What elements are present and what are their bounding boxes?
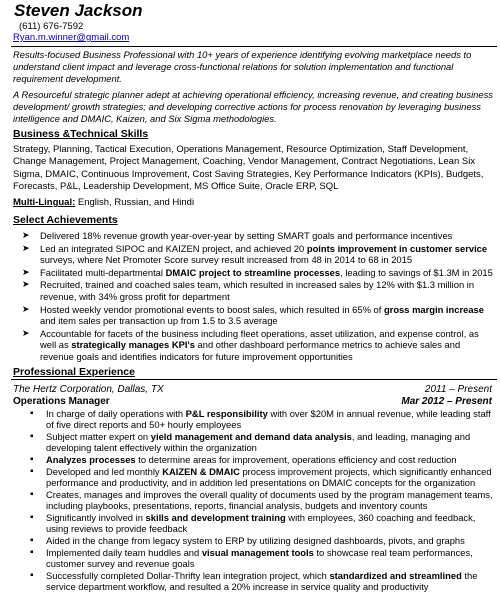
header-divider [11, 46, 497, 47]
square-bullet-icon: ▪ [30, 570, 34, 581]
duties-list [30, 408, 496, 593]
duty-item: ▪ Creates, manages and improves the overall quality of documents used by the program management teams, including playbooks, presentations, reports, financial analysis, budgets and inventory counts [30, 489, 493, 511]
square-bullet-icon: ▪ [30, 431, 34, 442]
achievement-item: ➤ Recruited, trained and coached sales team, which resulted in increased sales by 12% with $1.3 million in revenue, with 34% gross profit for department [22, 279, 475, 302]
multilingual-line [13, 197, 497, 209]
skills-heading: Business &Technical Skills [13, 128, 149, 140]
achievement-item: ➤ Led an integrated SIPOC and KAIZEN project, and achieved 20 points improvement in customer service surveys, where Net Promoter Score survey result increased from 48 in 2014 to 68 in 2015 [22, 242, 488, 266]
achievements-heading: Select Achievements [13, 214, 118, 226]
square-bullet-icon: ▪ [30, 489, 34, 500]
duty-item: ▪ Analyzes processes to determine areas for improvement, operations efficiency and cost reduction [30, 454, 457, 465]
duty-item: ▪ In charge of daily operations with P&L responsibility with over $20M in annual revenue, while leading staff of five direct reports and 50+ hourly employees [30, 408, 491, 430]
square-bullet-icon: ▪ [30, 535, 34, 546]
job-dates: Mar 2012 – Present [401, 396, 492, 407]
arrow-bullet-icon: ➤ [22, 242, 30, 253]
phone-number: (611) 676-7592 [19, 21, 84, 32]
candidate-name: Steven Jackson [14, 1, 143, 20]
duty-item: ▪ Significantly involved in skills and development training with employees, 360 coaching and feedback, using reviews to provide feedback [30, 512, 476, 534]
arrow-bullet-icon: ➤ [22, 279, 30, 290]
arrow-bullet-icon: ➤ [22, 266, 30, 277]
duty-item: ▪ Successfully completed Dollar-Thrifty lean integration project, which standardized and streamlined the service department workflow, and resulted a 20% increase in service quality and productivity [30, 570, 478, 592]
achievements-list [22, 230, 496, 364]
skills-text: Strategy, Planning, Tactical Execution, Operations Management, Resource Optimization, Staff Development, Change Management, Project Management, Coaching, Vendor Management, Contract Negotiations, Lean Six Sigma, DMAIC, Continuous Improvement, Cost Saving Strategies, Key Performance Indicators (KPIs), Budgets, Forecasts, P&L, Leadership Development, MS Office Suite, Oracle ERP, SQL [13, 144, 484, 193]
arrow-bullet-icon: ➤ [22, 327, 30, 338]
job-title: Operations Manager [13, 396, 110, 407]
square-bullet-icon: ▪ [30, 454, 34, 465]
achievement-item: ➤ Accountable for facets of the business including fleet operations, asset utilization, and expense control, as well as strategically manages KPI's and other dashboard performance metrics to achieve sales and revenue goals and identifies indicators for future improvement opportunities [22, 327, 479, 362]
duty-item: ▪ Subject matter expert on yield management and demand data analysis, and leading, managing and developing talent effectively within the organization [30, 431, 471, 453]
arrow-bullet-icon: ➤ [22, 303, 30, 314]
summary-paragraph-1: Results-focused Business Professional with 10+ years of experience identifying evolving marketplace needs to understand client impact and leverage cross-functional relations for solution implementation and functional requirement development. [13, 49, 472, 84]
company-dates: 2011 – Present [424, 384, 492, 395]
company-name: The Hertz Corporation, Dallas, TX [13, 384, 164, 395]
multilingual-value: English, Russian, and Hindi [75, 197, 195, 208]
square-bullet-icon: ▪ [30, 512, 34, 523]
duty-item: ▪ Developed and led monthly KAIZEN & DMAIC process improvement projects, which significantly enhanced performance and productivity, and in addition led presentations on DMAIC concepts for the organization [30, 466, 492, 488]
square-bullet-icon: ▪ [30, 547, 34, 558]
square-bullet-icon: ▪ [30, 466, 34, 477]
achievement-item: ➤ Delivered 18% revenue growth year-over-year by setting SMART goals and performance incentives [22, 230, 453, 241]
achievement-item: ➤ Hosted weekly vendor promotional events to boost sales, which resulted in 65% of gross margin increase and item sales per transaction up from 1.5 to 3.5 average [22, 303, 484, 327]
experience-heading: Professional Experience [13, 366, 135, 378]
arrow-bullet-icon: ➤ [22, 230, 30, 240]
email-link[interactable]: Ryan.m.winner@gmail.com [13, 32, 130, 43]
square-bullet-icon: ▪ [30, 408, 34, 419]
duty-item: ▪ Aided in the change from legacy system to ERP by utilizing designed dashboards, pivots, and graphs [30, 535, 465, 546]
summary-paragraph-2: A Resourceful strategic planner adept at achieving operational efficiency, increasing revenue, and creating business development/ growth strategies; and developing corrective actions for process renovation by leveraging business intelligence and DMAIC, Kaizen, and Six Sigma methodologies. [13, 89, 493, 124]
experience-divider [11, 379, 497, 380]
multilingual-label: Multi-Lingual: [13, 197, 76, 208]
duty-item: ▪ Implemented daily team huddles and visual management tools to showcase real team performances, customer survey and revenue goals [30, 547, 473, 569]
achievement-item: ➤ Facilitated multi-departmental DMAIC project to streamline processes, leading to savings of $1.3M in 2015 [22, 266, 493, 278]
